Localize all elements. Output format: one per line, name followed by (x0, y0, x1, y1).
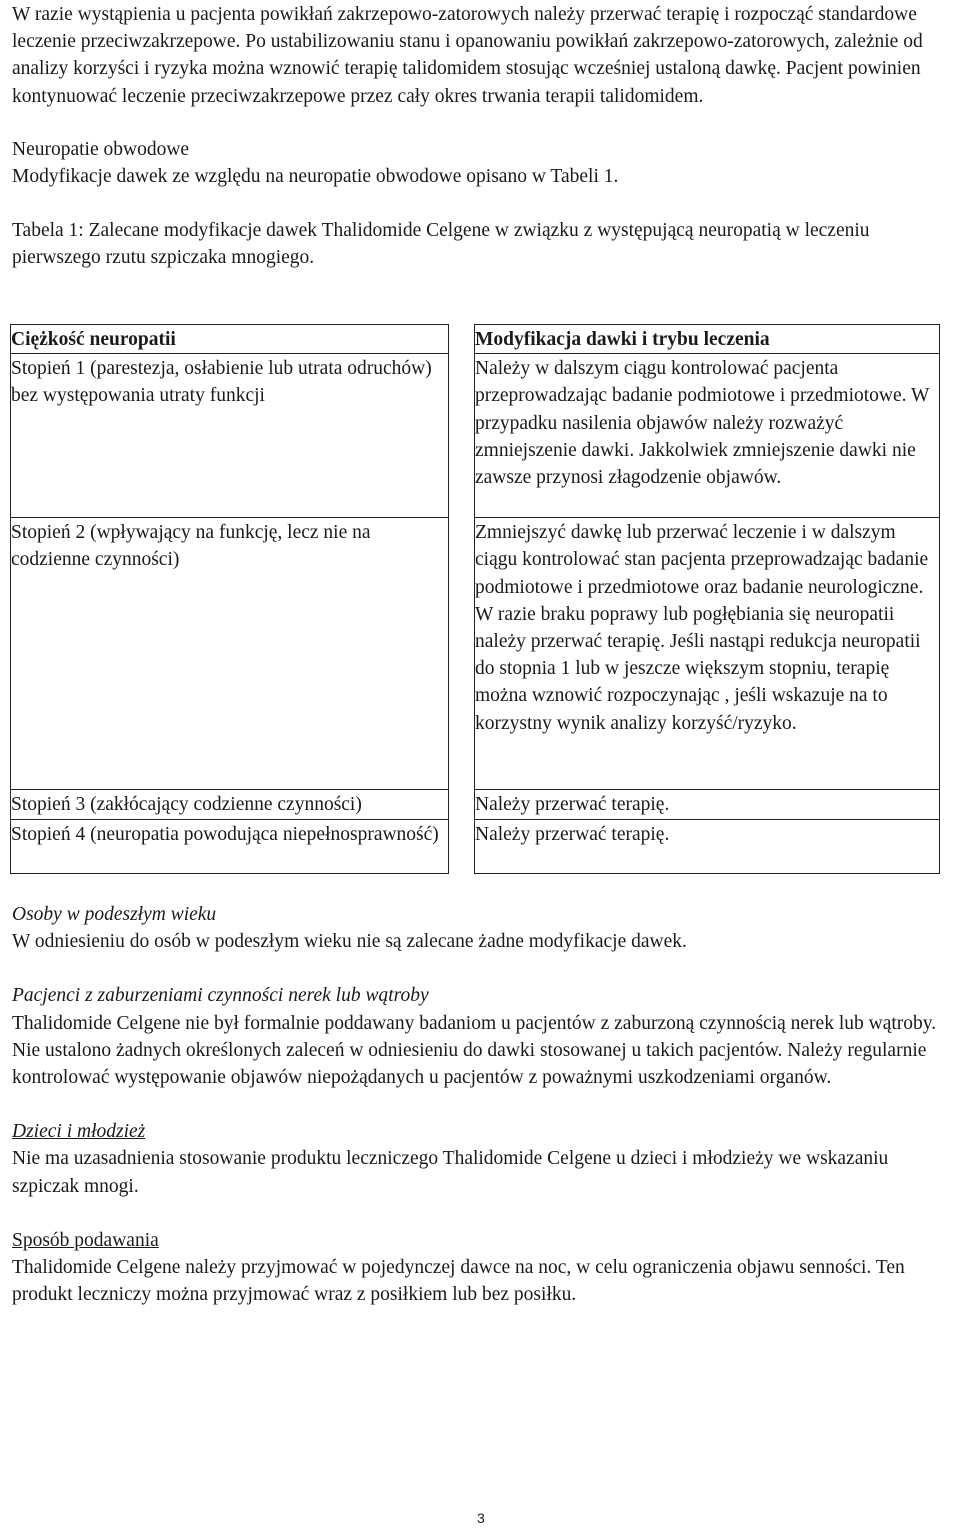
pediatric-heading: Dzieci i młodzież (12, 1121, 146, 1143)
action-cell: Należy przerwać terapię. (475, 820, 940, 874)
elderly-heading: Osoby w podeszłym wieku (12, 904, 217, 925)
action-cell: Należy przerwać terapię. (475, 790, 940, 820)
document-page (12, 0, 956, 272)
severity-cell: Stopień 4 (neuropatia powodująca niepełnosprawność) (11, 820, 449, 874)
elderly-section (12, 901, 956, 955)
table-row (11, 518, 940, 790)
header-severity: Ciężkość neuropatii (11, 325, 449, 354)
page-number: 3 (477, 1510, 485, 1526)
header-modification: Modyfikacja dawki i trybu leczenia (475, 325, 940, 354)
renal-hepatic-section (12, 982, 956, 1091)
action-cell: Należy w dalszym ciągu kontrolować pacjenta przeprowadzając badanie podmiotowe i przedmiotowe. W przypadku nasilenia objawów należy rozważyć zmniejszenie dawki. Jakkolwiek zmniejszenie dawki nie zawsze przynosi złagodzenie objawów. (475, 354, 940, 518)
neuropathy-text: Modyfikacje dawek ze względu na neuropatie obwodowe opisano w Tabeli 1. (12, 166, 619, 188)
elderly-text: W odniesieniu do osób w podeszłym wieku nie są zalecane żadne modyfikacje dawek. (12, 931, 687, 953)
renal-hepatic-text: Thalidomide Celgene nie był formalnie poddawany badaniom u pacjentów z zaburzoną czynnością nerek lub wątroby. Nie ustalono żadnych określonych zaleceń w odniesieniu do dawki stosowanej u takich pacjentów. Należy regularnie kontrolować występowanie objawów niepożądanych u pacjentów z poważnymi uszkodzeniami organów. (12, 1012, 937, 1089)
pediatric-text: Nie ma uzasadnienia stosowanie produktu leczniczego Thalidomide Celgene u dzieci i młodzieży we wskazaniu szpiczak mnogi. (12, 1148, 889, 1197)
neuropathy-heading: Neuropatie obwodowe (12, 138, 190, 160)
neuropathy-table (10, 324, 940, 874)
severity-cell: Stopień 3 (zakłócający codzienne czynności) (11, 790, 449, 820)
severity-cell: Stopień 1 (parestezja, osłabienie lub utrata odruchów) bez występowania utraty funkcji (11, 354, 449, 518)
action-cell: Zmniejszyć dawkę lub przerwać leczenie i w dalszym ciągu kontrolować stan pacjenta przeprowadzając badanie podmiotowe i przedmiotowe oraz badanie neurologiczne. W razie braku poprawy lub pogłębiania się neuropatii należy przerwać terapię. Jeśli nastąpi redukcja neuropatii do stopnia 1 lub w jeszcze większym stopniu, terapię można wznowić rozpoczynając , jeśli wskazuje na to korzystny wynik analizy korzyść/ryzyko. (475, 518, 940, 790)
administration-text: Thalidomide Celgene należy przyjmować w pojedynczej dawce na noc, w celu ograniczenia objawu senności. Ten produkt leczniczy można przyjmować wraz z posiłkiem lub bez posiłku. (12, 1257, 905, 1306)
table-header-row (11, 325, 940, 354)
table-caption: Tabela 1: Zalecane modyfikacje dawek Thalidomide Celgene w związku z występującą neuropatią w leczeniu pierwszego rzutu szpiczaka mnogiego. (12, 220, 870, 269)
severity-cell: Stopień 2 (wpływający na funkcję, lecz nie na codzienne czynności) (11, 518, 449, 790)
table-row (11, 790, 940, 820)
table-row (11, 820, 940, 874)
table-row (11, 354, 940, 518)
pediatric-section (12, 1118, 956, 1200)
renal-hepatic-heading: Pacjenci z zaburzeniami czynności nerek lub wątroby (12, 985, 429, 1007)
neuropathy-section (12, 136, 956, 190)
administration-section (12, 1227, 956, 1309)
intro-paragraph: W razie wystąpienia u pacjenta powikłań zakrzepowo-zatorowych należy przerwać terapię i rozpocząć standardowe leczenie przeciwzakrzepowe. Po ustabilizowaniu stanu i opanowaniu powikłań zakrzepowo-zatorowych, zależnie od analizy korzyści i ryzyka można wznowić terapię talidomidem stosując wcześniej ustaloną dawkę. Pacjent powinien kontynuować leczenie przeciwzakrzepowe przez cały okres trwania terapii talidomidem. (12, 4, 923, 107)
post-table-content (12, 901, 956, 1308)
administration-heading: Sposób podawania (12, 1229, 159, 1251)
